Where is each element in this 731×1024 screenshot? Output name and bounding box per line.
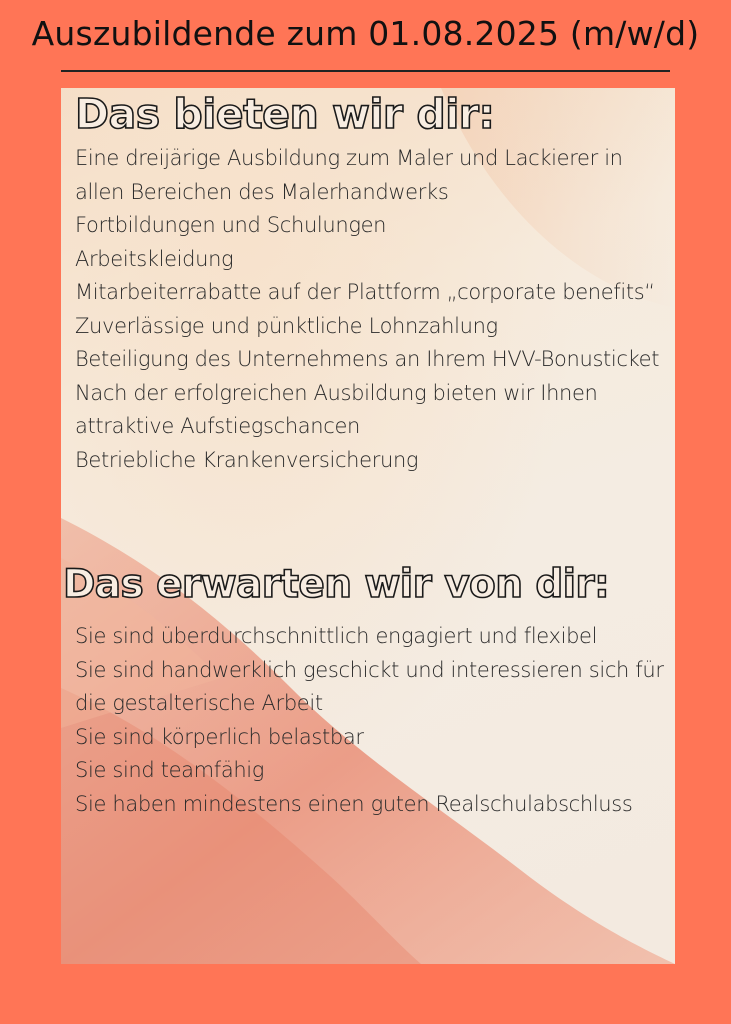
watercolor-paper-panel bbox=[61, 88, 675, 964]
page-title: Auszubildende zum 01.08.2025 (m/w/d) bbox=[31, 14, 700, 53]
expect-heading: Das erwarten wir von dir: bbox=[63, 562, 610, 607]
list-item: Sie sind körperlich belastbar bbox=[68, 721, 668, 755]
list-item: Beteiligung des Unternehmens an Ihrem HVV-Bonusticket bbox=[68, 343, 668, 377]
list-item: Zuverlässige und pünktliche Lohnzahlung bbox=[68, 310, 668, 344]
list-item: Nach der erfolgreichen Ausbildung bieten wir Ihnen attraktive Aufstiegschancen bbox=[68, 377, 668, 444]
list-item: Sie haben mindestens einen guten Realschulabschluss bbox=[68, 788, 668, 822]
offer-list bbox=[68, 142, 668, 477]
expect-list bbox=[68, 620, 668, 821]
offer-heading: Das bieten wir dir: bbox=[75, 90, 495, 138]
list-item: Mitarbeiterrabatte auf der Plattform „corporate benefits“ bbox=[68, 276, 668, 310]
list-item: Betriebliche Krankenversicherung bbox=[68, 444, 668, 478]
list-item: Arbeitskleidung bbox=[68, 243, 668, 277]
list-item: Sie sind überdurchschnittlich engagiert und flexibel bbox=[68, 620, 668, 654]
list-item: Fortbildungen und Schulungen bbox=[68, 209, 668, 243]
title-divider bbox=[61, 70, 670, 72]
list-item: Sie sind handwerklich geschickt und interessieren sich für die gestalterische Arbeit bbox=[68, 654, 668, 721]
list-item: Sie sind teamfähig bbox=[68, 754, 668, 788]
list-item: Eine dreijärige Ausbildung zum Maler und Lackierer in allen Bereichen des Malerhandwerks bbox=[68, 142, 668, 209]
